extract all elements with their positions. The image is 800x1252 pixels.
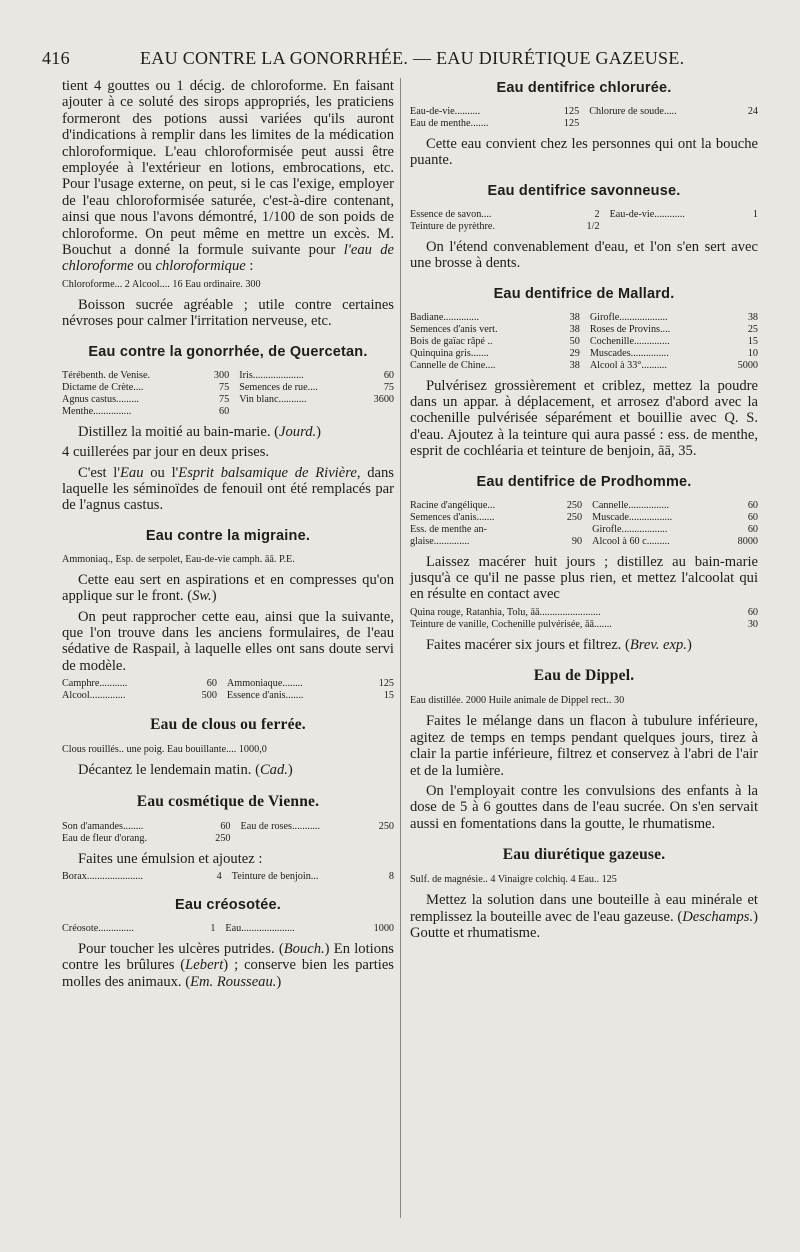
quantity: 24 — [747, 106, 758, 117]
recipe-table — [62, 370, 394, 418]
ingredient: Alcool.............. — [62, 690, 126, 702]
italic-term: Esprit balsamique de Rivière — [178, 464, 357, 481]
paragraph-text: Décantez le lendemain matin. ( — [78, 762, 260, 779]
running-header — [42, 40, 762, 72]
reference: Jourd. — [279, 423, 317, 440]
paragraph-text: : — [245, 258, 254, 275]
ingredient: Semences d'anis vert. — [410, 323, 498, 335]
quantity: 29 — [569, 347, 580, 359]
paragraph: Faites le mélange dans un flacon à tubulure inférieure, agitez de temps en temps pendant quelques jours, tirez à clair la partie inférieure, filtrez et conservez à l'abri de l'air et de la lumière. — [410, 713, 758, 779]
quantity: 50 — [569, 335, 580, 347]
recipe-row — [62, 406, 394, 418]
ingredient: Quina rouge, Ratanhia, Tolu, āā........................ — [410, 606, 601, 618]
quantity: 500 — [201, 690, 217, 702]
ingredient: glaise.............. — [410, 535, 470, 547]
section-title: Eau contre la migraine. — [145, 527, 311, 544]
paragraph-text: ) — [686, 636, 692, 653]
paragraph-text: ) ; conserve bien les parties molles des animaux. ( — [62, 957, 394, 990]
recipe-line: Ammoniaq., Esp. de serpolet, Eau-de-vie camph. āā. P.E. — [62, 553, 295, 565]
ingredient: Cannelle................ — [592, 499, 670, 511]
ingredient: Teinture de vanille, Cochenille pulvérisée, āā....... — [410, 618, 612, 630]
quantity: 60 — [206, 678, 217, 690]
section-title: Eau dentifrice de Prodhomme. — [476, 473, 692, 490]
quantity: 38 — [569, 323, 580, 335]
paragraph: On peut rapprocher cette eau, ainsi que la suivante, que l'on trouve dans les anciens formulaires, de l'eau sédative de Raspail, à laquelle elles ont sans doute servi de modèle. — [62, 608, 394, 674]
recipe-line: Chloroforme... 2 Alcool.... 16 Eau ordinaire. 300 — [62, 278, 261, 290]
ingredient: Térébenth. de Venise. — [62, 369, 151, 381]
ingredient: Agnus castus......... — [62, 393, 139, 405]
recipe-table — [410, 106, 758, 130]
recipe-row — [410, 324, 758, 336]
ingredient: Chlorure de soude..... — [589, 106, 677, 117]
paragraph-text: ) Goutte et rhumatisme. — [410, 908, 758, 941]
paragraph-text: ou — [133, 258, 156, 275]
ingredient: Roses de Provins.... — [589, 323, 671, 335]
italic-term: l'eau de chloroforme — [62, 242, 395, 275]
recipe-table — [410, 500, 758, 548]
paragraph: Cette eau convient chez les personnes qui ont la bouche puante. — [410, 136, 758, 169]
quantity: 60 — [383, 369, 394, 381]
quantity: 38 — [569, 359, 580, 371]
quantity: 15 — [747, 335, 758, 347]
reference: Em. Rousseau. — [190, 973, 277, 990]
recipe-row — [410, 619, 758, 631]
quantity: 250 — [566, 499, 583, 511]
section-title: Eau contre la gonorrhée, de Quercetan. — [88, 343, 368, 360]
quantity: 30 — [747, 618, 758, 630]
reference: Bouch. — [283, 940, 325, 957]
paragraph-text: ) — [276, 973, 282, 990]
quantity: 25 — [747, 323, 758, 335]
recipe-table — [410, 312, 758, 372]
paragraph — [410, 892, 758, 941]
paragraph-text: ) En lotions contre les brûlures ( — [62, 940, 394, 974]
quantity: 10 — [747, 347, 758, 359]
column-divider — [400, 78, 401, 1218]
ingredient: Eau..................... — [225, 922, 295, 934]
paragraph — [62, 941, 394, 990]
quantity: 125 — [378, 678, 394, 690]
recipe-row — [62, 678, 394, 690]
quantity: 75 — [383, 381, 394, 393]
recipe-table — [410, 209, 758, 233]
paragraph-text: C'est l' — [78, 464, 120, 481]
ingredient: Essence de savon.... — [410, 208, 492, 220]
quantity: 2 — [594, 208, 600, 220]
ingredient: Eau de menthe....... — [410, 118, 489, 129]
quantity: 4 — [216, 870, 222, 882]
quantity: 300 — [213, 369, 230, 381]
paragraph — [62, 762, 394, 778]
ingredient: Eau de fleur d'orang. — [62, 832, 147, 844]
paragraph-text: Pour toucher les ulcères putrides. ( — [78, 940, 284, 957]
recipe-row — [410, 312, 758, 324]
section-title: Eau créosotée. — [175, 896, 281, 913]
paragraph-text: ) — [316, 423, 322, 440]
left-column — [62, 78, 394, 994]
quantity: 8 — [388, 870, 394, 882]
quantity: 250 — [566, 511, 583, 523]
section-title: Eau dentifrice chlorurée. — [496, 80, 672, 96]
ingredient: Cochenille.............. — [589, 335, 670, 347]
paragraph: 4 cuillerées par jour en deux prises. — [62, 444, 270, 461]
quantity: 3600 — [373, 393, 394, 405]
recipe-row — [410, 336, 758, 348]
quantity: 1 — [752, 208, 758, 220]
right-column — [410, 78, 758, 945]
recipe-table — [62, 871, 394, 883]
paragraph: Boisson sucrée agréable ; utile contre certaines névroses pour calmer l'irritation nerveuse, etc. — [62, 296, 394, 330]
ingredient: Muscades............... — [589, 347, 669, 359]
paragraph-text: , dans laquelle les séminoïdes de fenouil ont été remplacés par de l'agnus castus. — [62, 464, 394, 514]
ingredient: Quinquina gris....... — [410, 347, 489, 359]
recipe-table — [62, 821, 394, 845]
recipe-row — [410, 607, 758, 619]
paragraph: Faites une émulsion et ajoutez : — [78, 850, 263, 867]
paragraph-text: Faites macérer six jours et filtrez. ( — [426, 636, 630, 653]
section-title: Eau dentifrice savonneuse. — [487, 182, 681, 199]
quantity: 1 — [210, 922, 216, 934]
paragraph: Laissez macérer huit jours ; distillez au bain-marie jusqu'à ce qu'il ne passe plus rien, et mettez l'alcoolat qui en résulte en contact avec — [410, 553, 758, 603]
recipe-row — [410, 106, 758, 118]
ingredient: Alcool à 33°.......... — [589, 359, 667, 371]
reference: Deschamps. — [682, 908, 754, 925]
paragraph-text: ) — [287, 762, 293, 779]
ingredient: Eau de roses........... — [240, 820, 321, 832]
paragraph: Pulvérisez grossièrement et criblez, mettez la poudre dans un appar. à déplacement, et arrosez d'abord avec la cochenille pulvérisée séparément et bouillie avec Q. S. d'eau. Ajoutez à la teinture qui aura passé : ess. de menthe, esprit de cochléaria et teinture de benjoin, āā, 35. — [410, 377, 758, 460]
recipe-row — [410, 524, 758, 536]
quantity: 90 — [571, 535, 583, 547]
recipe-row — [62, 821, 394, 833]
ingredient: Cannelle de Chine.... — [410, 359, 496, 371]
quantity: 125 — [563, 106, 580, 117]
ingredient: Camphre........... — [62, 678, 128, 690]
paragraph: On l'étend convenablement d'eau, et l'on s'en sert avec une brosse à dents. — [410, 238, 758, 272]
ingredient: Racine d'angélique... — [410, 499, 496, 511]
reference: Cad. — [259, 762, 288, 779]
ingredient: Girofle................... — [589, 311, 668, 323]
ingredient: Borax...................... — [62, 870, 143, 882]
ingredient: Créosote.............. — [62, 922, 134, 934]
ingredient: Iris.................... — [239, 369, 304, 381]
recipe-row — [62, 923, 394, 935]
quantity: 38 — [747, 311, 758, 323]
quantity: 60 — [219, 405, 230, 417]
quantity: 8000 — [737, 535, 758, 547]
reference: Sw. — [192, 588, 212, 605]
recipe-row — [62, 394, 394, 406]
recipe-row — [410, 118, 758, 130]
quantity: 60 — [747, 523, 758, 535]
ingredient: Muscade................. — [592, 511, 673, 523]
recipe-table — [62, 923, 394, 935]
recipe-row — [410, 536, 758, 548]
ingredient: Semences de rue.... — [239, 381, 318, 393]
recipe-row — [410, 360, 758, 372]
italic-term: Eau — [120, 464, 144, 481]
recipe-row — [62, 382, 394, 394]
quantity: 5000 — [737, 359, 758, 371]
paragraph-text: ou l' — [143, 464, 179, 481]
ingredient: Ess. de menthe an- — [410, 523, 487, 535]
quantity: 15 — [383, 690, 394, 702]
recipe-row — [62, 871, 394, 883]
recipe-row — [410, 348, 758, 360]
quantity: 1000 — [373, 922, 394, 934]
page-number: 416 — [42, 48, 70, 68]
paragraph-text: Mettez la solution dans une bouteille à eau minérale et remplissez la bouteille avec de l'eau gazeuse. ( — [410, 892, 758, 925]
quantity: 125 — [563, 118, 580, 129]
recipe-table — [410, 607, 758, 631]
recipe-row — [410, 209, 758, 221]
quantity: 60 — [220, 820, 231, 832]
ingredient: Bois de gaïac râpé .. — [410, 335, 493, 347]
paragraph — [62, 424, 394, 440]
recipe-table — [62, 678, 394, 702]
ingredient: Semences d'anis....... — [410, 511, 495, 523]
chloroform-paragraph — [62, 78, 394, 275]
quantity: 60 — [747, 499, 758, 511]
paragraph-text: Distillez la moitié au bain-marie. ( — [78, 423, 279, 440]
quantity: 75 — [219, 381, 230, 393]
paragraph — [62, 572, 394, 605]
section-title: Eau dentifrice de Mallard. — [493, 285, 675, 302]
recipe-row — [410, 500, 758, 512]
ingredient: Girofle.................. — [592, 523, 668, 535]
recipe-row — [62, 833, 394, 845]
ingredient: Teinture de pyrèthre. — [410, 220, 495, 232]
section-title: Eau diurétique gazeuse. — [502, 846, 666, 864]
recipe-row — [62, 370, 394, 382]
quantity: 75 — [219, 393, 230, 405]
italic-term: chloroformique — [155, 258, 246, 275]
ingredient: Teinture de benjoin... — [231, 870, 319, 882]
ingredient: Eau-de-vie............ — [609, 208, 685, 220]
ingredient: Eau-de-vie.......... — [410, 106, 481, 117]
quantity: 60 — [747, 511, 758, 523]
paragraph-text: Cette eau sert en aspirations et en compresses qu'on applique sur le front. ( — [62, 571, 394, 605]
paragraph: On l'employait contre les convulsions des enfants à la dose de 5 à 6 gouttes dans de l'eau sucrée. On s'en servait aussi en fomentations dans la goutte, le rhumatisme. — [410, 782, 758, 832]
recipe-line: Eau distillée. 2000 Huile animale de Dippel rect.. 30 — [410, 695, 625, 707]
ingredient: Ammoniaque........ — [226, 678, 303, 690]
paragraph-text: ) — [211, 588, 217, 605]
section-title: Eau de clous ou ferrée. — [150, 716, 306, 734]
quantity: 250 — [215, 832, 231, 844]
recipe-row — [62, 690, 394, 702]
reference: Lebert — [185, 957, 224, 974]
ingredient: Menthe............... — [62, 405, 132, 417]
ingredient: Son d'amandes........ — [62, 820, 144, 832]
section-title: Eau cosmétique de Vienne. — [136, 792, 320, 810]
paragraph — [410, 637, 758, 653]
recipe-row — [410, 221, 758, 233]
running-title: EAU CONTRE LA GONORRHÉE. — EAU DIURÉTIQUE GAZEUSE. — [140, 48, 685, 68]
section-title: Eau de Dippel. — [533, 667, 635, 685]
recipe-line: Sulf. de magnésie.. 4 Vinaigre colchiq. 4 Eau.. 125 — [410, 874, 617, 886]
ingredient: Vin blanc........... — [239, 393, 307, 405]
quantity: 60 — [747, 606, 758, 618]
reference: Brev. exp. — [629, 636, 687, 653]
ingredient: Badiane.............. — [410, 311, 480, 323]
quantity: 1/2 — [586, 220, 600, 232]
ingredient: Dictame de Crète.... — [62, 381, 144, 393]
paragraph — [62, 465, 394, 514]
recipe-line: Clous rouillés.. une poig. Eau bouillante.... 1000,0 — [62, 744, 267, 756]
quantity: 250 — [378, 820, 394, 832]
paragraph-text: tient 4 gouttes ou 1 décig. de chloroforme. En faisant ajouter à ce soluté des sirops appropriés, les praticiens formeront des potions aussi variées qu'ils auront d'indications à remplir dans les limites de la médication chloroformique. L'eau chloroformisée peut aussi être employée à l'extérieur en lotions, embrocations, etc. Pour l'usage externe, on peut, si le cas l'exige, employer de l'eau chloroformisée saturée, c'est-à-dire contenant, ainsi que nous l'avons démontré, 1/100 de son poids de chloroforme. On peut même en mettre un excès. M. Bouchut a donné la formule suivante pour — [62, 78, 394, 259]
quantity: 38 — [569, 311, 580, 323]
ingredient: Alcool à 60 c......... — [592, 535, 670, 547]
recipe-row — [410, 512, 758, 524]
ingredient: Essence d'anis....... — [226, 690, 304, 702]
